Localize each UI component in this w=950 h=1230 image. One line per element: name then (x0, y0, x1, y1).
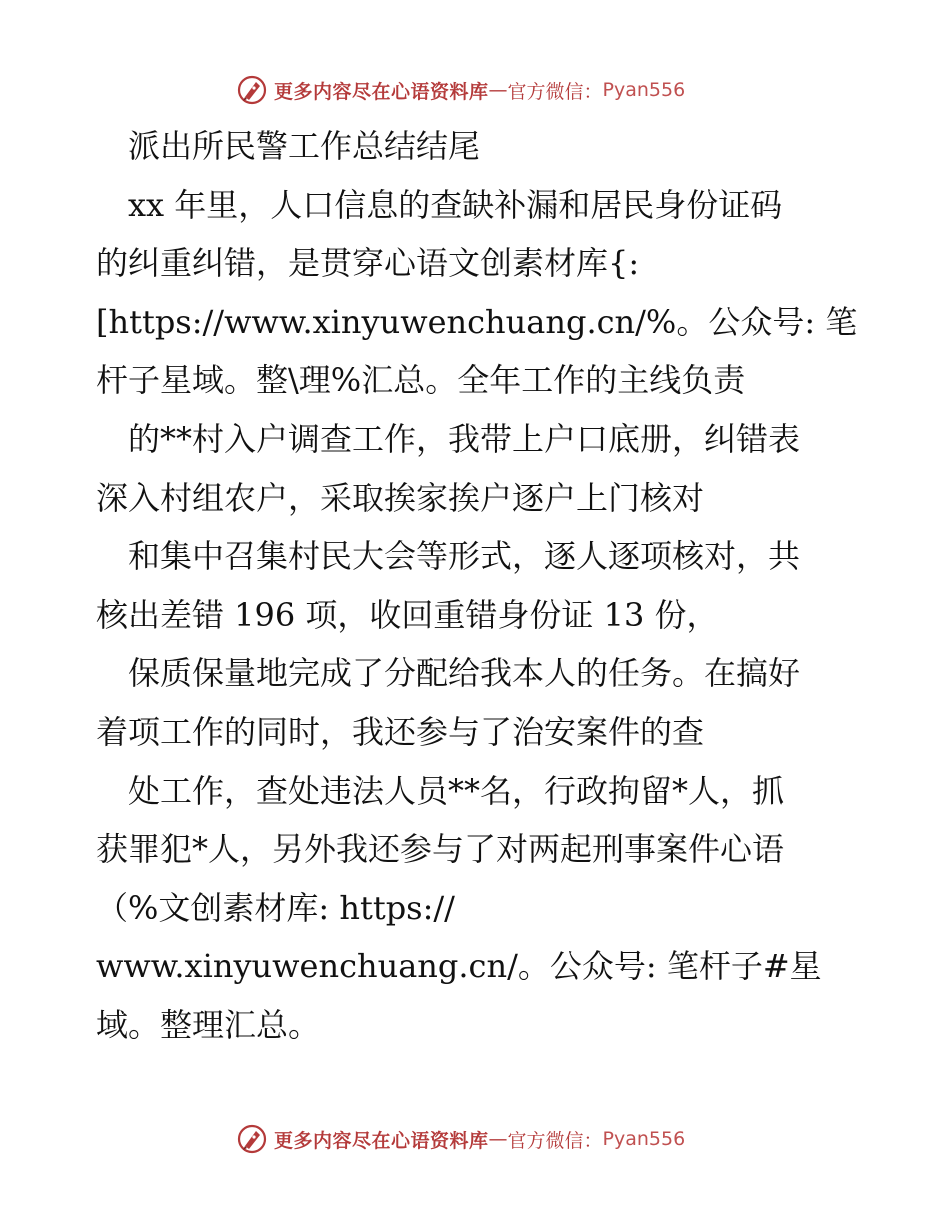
watermark-label: 官方微信： (507, 80, 603, 103)
doc-line: 和集中召集村民大会等形式，逐人逐项核对，共 (96, 537, 801, 576)
doc-line: 的纠重纠错，是贯穿心语文创素材库{: (96, 244, 640, 283)
watermark-site-text: 更多内容尽在心语资料库 (274, 80, 489, 103)
watermark-dash: — (488, 79, 508, 101)
doc-line: [https://www.xinyuwenchuang.cn/%。公众号: 笔 (96, 302, 858, 341)
watermark-dash: — (488, 1128, 508, 1150)
doc-line: 的**村入户调查工作，我带上户口底册，纠错表 (96, 419, 801, 458)
doc-title: 派出所民警工作总结结尾 (96, 127, 481, 165)
doc-line: www.xinyuwenchuang.cn/。公众号: 笔杆子#星 (96, 947, 822, 986)
doc-line: 域。整理汇总。 (96, 1005, 321, 1044)
watermark-label: 官方微信： (507, 1129, 603, 1152)
doc-line: xx 年里，人口信息的查缺补漏和居民身份证码 (96, 185, 783, 224)
doc-line: （%文创素材库: https:// (96, 888, 455, 927)
pen-nib-circle-icon (236, 1123, 268, 1155)
header-watermark (236, 72, 756, 108)
doc-line: 核出差错 196 项，收回重错身份证 13 份， (96, 595, 719, 634)
doc-line: 杆子星域。整\理%汇总。全年工作的主线负责 (96, 361, 746, 400)
doc-line: 获罪犯*人，另外我还参与了对两起刑事案件心语 (96, 830, 785, 869)
watermark-site-text: 更多内容尽在心语资料库 (274, 1129, 489, 1152)
doc-line: 深入村组农户，采取挨家挨户逐户上门核对 (96, 478, 705, 517)
doc-line: 保质保量地完成了分配给我本人的任务。在搞好 (96, 654, 801, 693)
watermark-wechat-id: Pyan556 (602, 79, 686, 101)
doc-line: 处工作，查处违法人员**名，行政拘留*人，抓 (96, 771, 785, 810)
doc-line: 着项工作的同时，我还参与了治安案件的查 (96, 712, 705, 751)
footer-watermark (236, 1121, 756, 1157)
pen-nib-circle-icon (236, 74, 268, 106)
document-body (96, 117, 876, 1055)
watermark-wechat-id: Pyan556 (602, 1128, 686, 1150)
